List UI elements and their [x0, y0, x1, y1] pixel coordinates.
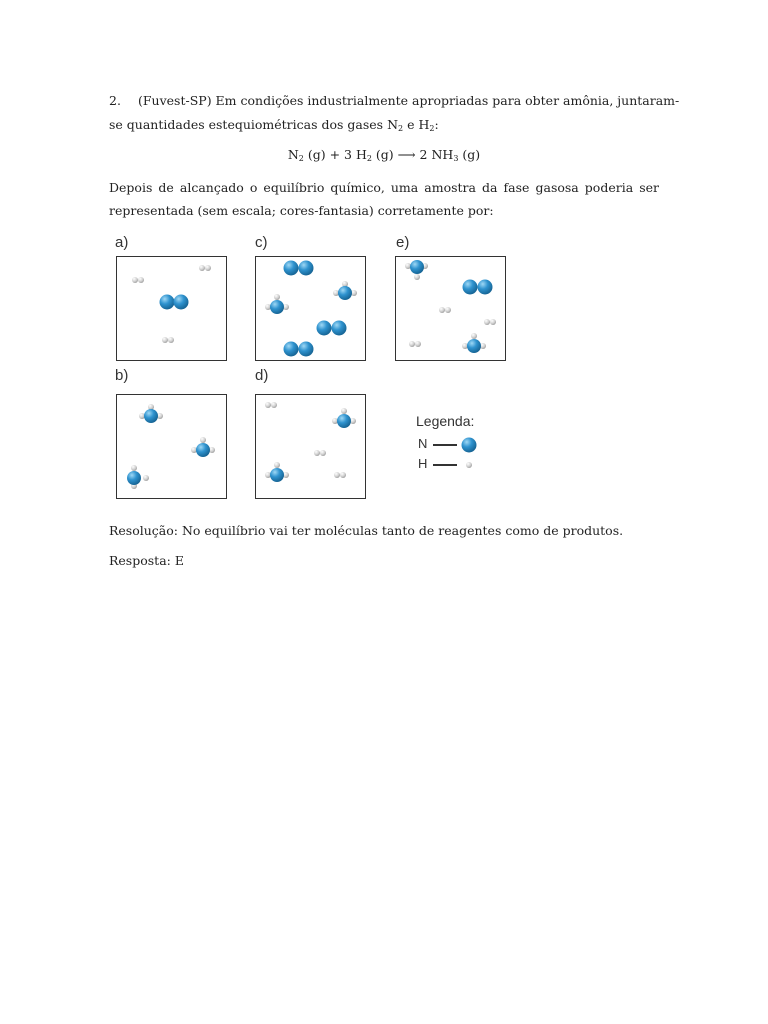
- nh3-molecule: [405, 260, 428, 280]
- nh3-molecule: [265, 294, 289, 314]
- legend-h-label: H: [418, 456, 428, 471]
- nh3-molecule: [333, 281, 357, 300]
- instruction-line-2: representada (sem escala; cores-fantasia) corretamente por:: [109, 203, 494, 218]
- question-line-2: se quantidades estequiométricas dos gases $N_2$ e $H_2$:: [109, 117, 439, 133]
- instruction-line-1: Depois de alcançado o equilíbrio químico, uma amostra da fase gasosa poderia ser: [109, 180, 659, 195]
- option-b-label: b): [115, 367, 129, 384]
- option-c-molecules: [256, 257, 367, 362]
- option-d-box[interactable]: [255, 394, 366, 499]
- legend-title: Legenda:: [416, 413, 475, 429]
- h2-molecule: [314, 450, 326, 456]
- option-b-molecules: [117, 395, 228, 500]
- nh3-molecule: [191, 437, 215, 457]
- option-d-label: d): [255, 367, 269, 384]
- option-c-box[interactable]: [255, 256, 366, 361]
- h2-molecule: [199, 265, 211, 271]
- reaction-equation: $N_2$ (g) + 3 $H_2$ (g) ⟶ 2 $NH_3$ (g): [287, 147, 481, 163]
- option-a-molecules: [117, 257, 228, 362]
- legend-n-label: N: [418, 436, 428, 451]
- option-b-box[interactable]: [116, 394, 227, 499]
- n2-molecule: [317, 321, 347, 336]
- n2-molecule: [160, 295, 189, 310]
- legend-hydrogen: [416, 455, 474, 475]
- legend-nitrogen: [416, 433, 474, 455]
- option-a-label: a): [115, 234, 129, 251]
- legend-line: [433, 444, 457, 446]
- question-number: 2.: [109, 93, 121, 108]
- nh3-molecule: [265, 462, 289, 482]
- option-e-molecules: [396, 257, 507, 362]
- h2-molecule: [162, 337, 174, 343]
- resolution-text: Resolução: No equilíbrio vai ter moléculas tanto de reagentes como de produtos.: [109, 523, 624, 538]
- question-line-1: (Fuvest-SP) Em condições industrialmente apropriadas para obter amônia, juntaram-: [138, 93, 680, 108]
- answer-text: Resposta: E: [109, 553, 184, 568]
- nh3-molecule: [127, 465, 149, 489]
- option-e-box[interactable]: [395, 256, 506, 361]
- legend: [416, 413, 474, 475]
- option-a-box[interactable]: [116, 256, 227, 361]
- hydrogen-atom-icon: [464, 460, 474, 470]
- nitrogen-atom-icon: [460, 436, 478, 454]
- n2-molecule: [284, 342, 314, 357]
- h2-molecule: [334, 472, 346, 478]
- h2-molecule: [484, 319, 496, 325]
- n2-molecule: [284, 261, 314, 276]
- n2-molecule: [463, 280, 493, 295]
- option-c-label: c): [255, 234, 268, 251]
- legend-line: [433, 464, 457, 466]
- option-e-label: e): [396, 234, 410, 251]
- nh3-molecule: [462, 333, 486, 353]
- h2-molecule: [132, 277, 144, 283]
- nh3-molecule: [332, 408, 356, 428]
- nh3-molecule: [139, 404, 163, 423]
- option-d-molecules: [256, 395, 367, 500]
- h2-molecule: [439, 307, 451, 313]
- h2-molecule: [409, 341, 421, 347]
- h2-molecule: [265, 402, 277, 408]
